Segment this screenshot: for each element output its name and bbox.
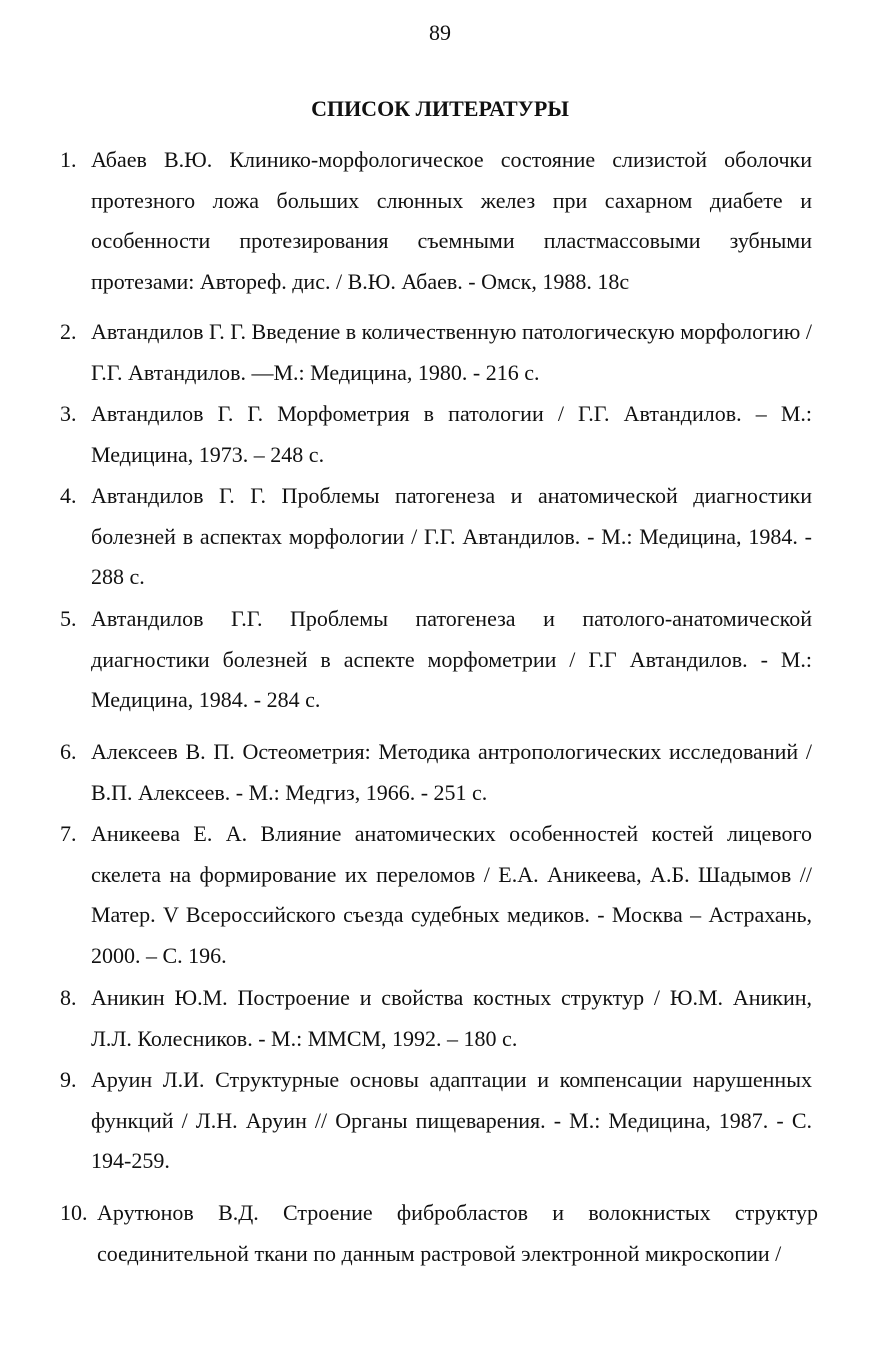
reference-item-10 <box>60 1193 818 1274</box>
reference-number: 4. <box>60 483 77 508</box>
reference-number: 5. <box>60 606 77 631</box>
reference-item-7 <box>60 814 812 976</box>
reference-text: Автандилов Г. Г. Морфометрия в патологии / Г.Г. Автандилов. – М.: Медицина, 1973. – 248 с. <box>91 401 812 467</box>
reference-text: Арутюнов В.Д. Строение фибробластов и волокнистых структур соединительной ткани по данным растровой электронной микроскопии / <box>97 1200 818 1266</box>
reference-text: Автандилов Г.Г. Проблемы патогенеза и патолого-анатомической диагностики болезней в аспекте морфометрии / Г.Г Автандилов. - М.: Медицина, 1984. - 284 с. <box>91 606 812 713</box>
reference-text: Автандилов Г. Г. Проблемы патогенеза и анатомической диагностики болезней в аспектах морфологии / Г.Г. Автандилов. - М.: Медицина, 1984. - 288 с. <box>91 483 812 590</box>
reference-item-6 <box>60 732 812 813</box>
page-number: 89 <box>429 20 451 45</box>
reference-number: 2. <box>60 319 77 344</box>
reference-number: 9. <box>60 1067 77 1092</box>
reference-item-8 <box>60 978 812 1059</box>
reference-number: 10. <box>60 1200 88 1225</box>
reference-item-1 <box>60 140 812 302</box>
reference-number: 1. <box>60 147 77 172</box>
reference-number: 7. <box>60 821 77 846</box>
reference-text: Алексеев В. П. Остеометрия: Методика антропологических исследований / В.П. Алексеев. - М.: Медгиз, 1966. - 251 с. <box>91 739 812 805</box>
reference-item-3 <box>60 394 812 475</box>
reference-text: Абаев В.Ю. Клинико-морфологическое состояние слизистой оболочки протезного ложа больших слюнных желез при сахарном диабете и особенности протезирования съемными пластмассовыми зубными протезами: Автореф. дис. / В.Ю. Абаев. - Омск, 1988. 18с <box>91 147 812 294</box>
reference-text: Аникин Ю.М. Построение и свойства костных структур / Ю.М. Аникин, Л.Л. Колесников. - М.: ММСМ, 1992. – 180 с. <box>91 985 812 1051</box>
reference-text: Автандилов Г. Г. Введение в количественную патологическую морфологию / Г.Г. Автандилов. —М.: Медицина, 1980. - 216 с. <box>91 319 812 385</box>
reference-item-2 <box>60 312 812 393</box>
reference-item-5 <box>60 599 812 721</box>
reference-text: Аникеева Е. А. Влияние анатомических особенностей костей лицевого скелета на формирование их переломов / Е.А. Аникеева, А.Б. Шадымов // Матер. V Всероссийского съезда судебных медиков. - Москва – Астрахань, 2000. – С. 196. <box>91 821 812 968</box>
page-title-wrap <box>0 94 880 124</box>
reference-item-4 <box>60 476 812 598</box>
reference-item-9 <box>60 1060 812 1182</box>
reference-text: Аруин Л.И. Структурные основы адаптации и компенсации нарушенных функций / Л.Н. Аруин // Органы пищеварения. - М.: Медицина, 1987. - С. 194-259. <box>91 1067 812 1174</box>
reference-number: 8. <box>60 985 77 1010</box>
reference-number: 6. <box>60 739 77 764</box>
reference-number: 3. <box>60 401 77 426</box>
page-title: СПИСОК ЛИТЕРАТУРЫ <box>311 96 569 121</box>
